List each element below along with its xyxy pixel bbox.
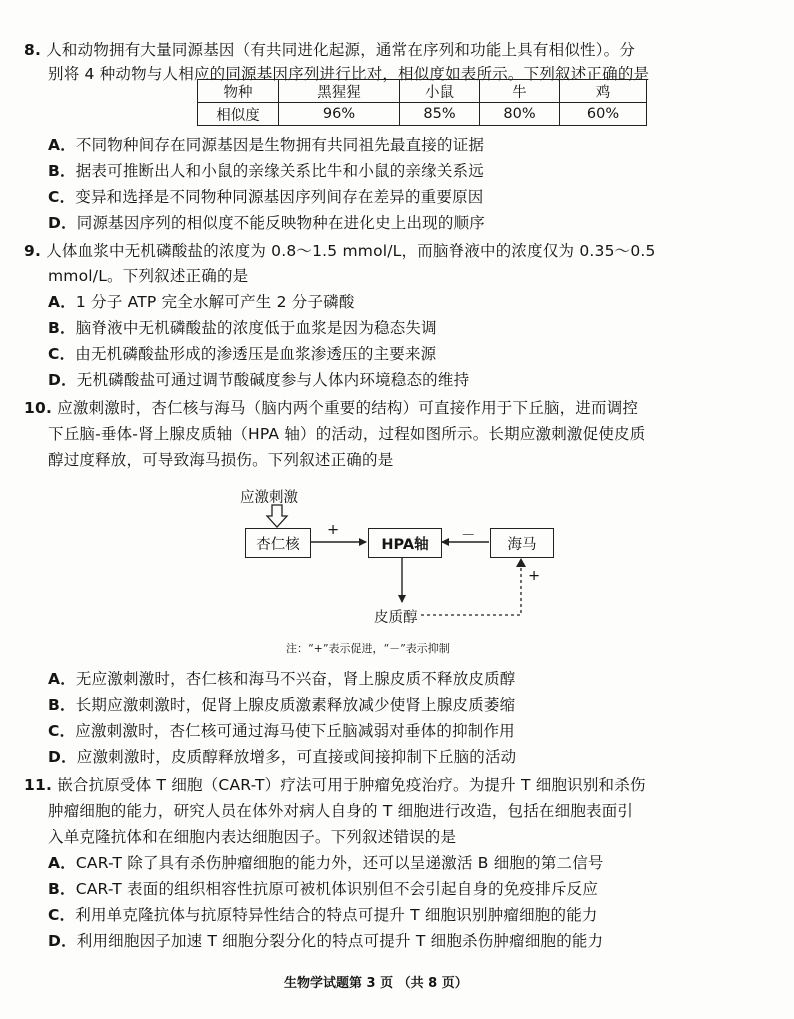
diagram-note: 注：“+”表示促进，“－”表示抑制 xyxy=(286,642,450,655)
q9-number: 9. xyxy=(24,242,42,260)
hollow-arrow-icon xyxy=(267,505,287,527)
promote-sign: + xyxy=(327,522,340,538)
table-cell: 物种 xyxy=(198,80,279,103)
q11-option-d: D．利用细胞因子加速 T 细胞分裂分化的特点可提升 T 细胞杀伤肿瘤细胞的能力 xyxy=(48,932,604,950)
amygdala-box: 杏仁核 xyxy=(245,528,311,558)
q9-option-c: C．由无机磷酸盐形成的渗透压是血浆渗透压的主要来源 xyxy=(48,345,437,363)
q8-option-d: D．同源基因序列的相似度不能反映物种在进化史上出现的顺序 xyxy=(48,214,485,232)
promote-sign-dotted: + xyxy=(528,568,541,584)
table-cell: 85% xyxy=(400,103,480,126)
page-footer: 生物学试题第 3 页 （共 8 页） xyxy=(284,976,468,991)
table-cell: 96% xyxy=(279,103,400,126)
table-cell: 牛 xyxy=(480,80,560,103)
q10-option-b: B．长期应激刺激时，促肾上腺皮质激素释放减少使肾上腺皮质萎缩 xyxy=(48,696,516,714)
q11-stem-line-3: 入单克隆抗体和在细胞内表达细胞因子。下列叙述错误的是 xyxy=(48,828,457,846)
q10-number: 10. xyxy=(24,399,53,417)
table-cell: 80% xyxy=(480,103,560,126)
q9-stem-line-1: 9. 人体血浆中无机磷酸盐的浓度为 0.8～1.5 mmol/L，而脑脊液中的浓度仅为 0.35～0.5 xyxy=(24,242,656,260)
q11-number: 11. xyxy=(24,776,53,794)
cortisol-label: 皮质醇 xyxy=(374,610,418,626)
q9-option-b: B．脑脊液中无机磷酸盐的浓度低于血浆是因为稳态失调 xyxy=(48,319,437,337)
q10-stem-line-1: 10. 应激刺激时，杏仁核与海马（脑内两个重要的结构）可直接作用于下丘脑，进而调控 xyxy=(24,399,639,417)
hpa-axis-box: HPA轴 xyxy=(368,528,442,558)
q10-option-d: D．应激刺激时，皮质醇释放增多，可直接或间接抑制下丘脑的活动 xyxy=(48,748,517,766)
q9-option-a: A．1 分子 ATP 完全水解可产生 2 分子磷酸 xyxy=(48,293,355,311)
stimulus-label: 应激刺激 xyxy=(240,490,298,506)
q8-stem-line-1: 8. 人和动物拥有大量同源基因（有共同进化起源，通常在序列和功能上具有相似性）。分 xyxy=(24,41,636,59)
table-cell: 小鼠 xyxy=(400,80,480,103)
q10-option-c: C．应激刺激时，杏仁核可通过海马使下丘脑减弱对垂体的抑制作用 xyxy=(48,722,515,740)
q11-option-b: B．CAR-T 表面的组织相容性抗原可被机体识别但不会引起自身的免疫排斥反应 xyxy=(48,880,599,898)
q9-stem-line-2: mmol/L。下列叙述正确的是 xyxy=(48,267,249,285)
q8-option-b: B．据表可推断出人和小鼠的亲缘关系比牛和小鼠的亲缘关系远 xyxy=(48,162,484,180)
hippocampus-box: 海马 xyxy=(490,528,554,558)
dotted-arrow-cortisol-to-hippocampus xyxy=(421,560,521,615)
inhibit-sign: － xyxy=(461,528,476,544)
table-cell: 鸡 xyxy=(560,80,647,103)
q8-stem-line-2: 别将 4 种动物与人相应的同源基因序列进行比对，相似度如表所示。下列叙述正确的是 xyxy=(48,65,650,83)
q10-stem-line-2: 下丘脑-垂体-肾上腺皮质轴（HPA 轴）的活动，过程如图所示。长期应激刺激促使皮质 xyxy=(48,425,646,443)
q8-number: 8. xyxy=(24,41,42,59)
q10-stem-line-3: 醇过度释放，可导致海马损伤。下列叙述正确的是 xyxy=(48,451,394,469)
q10-option-a: A．无应激刺激时，杏仁核和海马不兴奋，肾上腺皮质不释放皮质醇 xyxy=(48,670,516,688)
q11-option-c: C．利用单克隆抗体与抗原特异性结合的特点可提升 T 细胞识别肿瘤细胞的能力 xyxy=(48,906,598,924)
q11-stem-line-2: 肿瘤细胞的能力，研究人员在体外对病人自身的 T 细胞进行改造，包括在细胞表面引 xyxy=(48,802,634,820)
q11-stem-line-1: 11. 嵌合抗原受体 T 细胞（CAR-T）疗法可用于肿瘤免疫治疗。为提升 T 细胞识别和杀伤 xyxy=(24,776,646,794)
q8-option-a: A．不同物种间存在同源基因是生物拥有共同祖先最直接的证据 xyxy=(48,136,485,154)
q11-option-a: A．CAR-T 除了具有杀伤肿瘤细胞的能力外，还可以呈递激活 B 细胞的第二信号 xyxy=(48,854,604,872)
q9-option-d: D．无机磷酸盐可通过调节酸碱度参与人体内环境稳态的维持 xyxy=(48,371,470,389)
q8-option-c: C．变异和选择是不同物种同源基因序列间存在差异的重要原因 xyxy=(48,188,484,206)
table-cell: 60% xyxy=(560,103,647,126)
table-cell: 相似度 xyxy=(198,103,279,126)
table-cell: 黑猩猩 xyxy=(279,80,400,103)
